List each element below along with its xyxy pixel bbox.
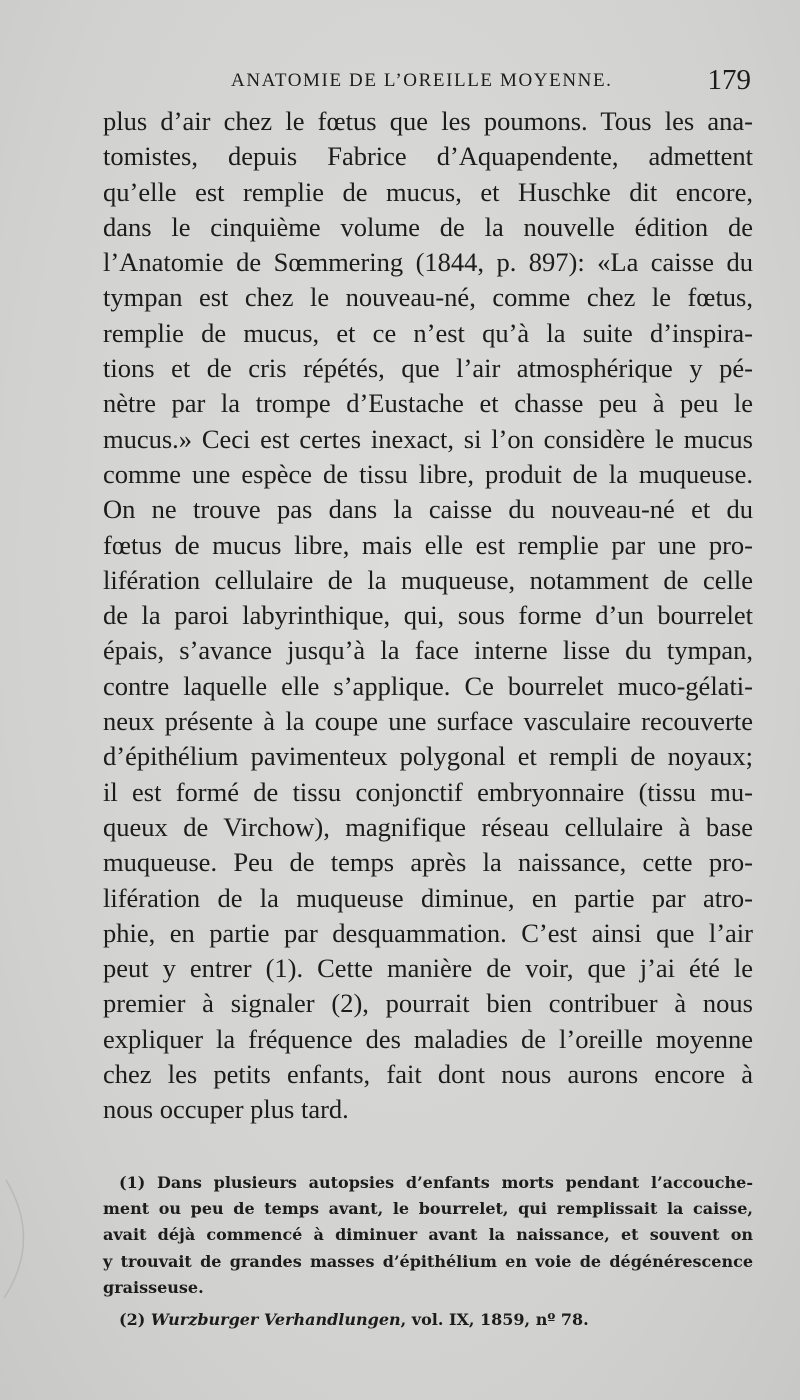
text-line: dans le cinquième volume de la nouvelle édition de	[103, 211, 753, 242]
text-line: nous occuper plus tard.	[103, 1094, 349, 1125]
text-line: lifération cellulaire de la muqueuse, notamment de celle	[103, 564, 753, 595]
text-line: contre laquelle elle s’applique. Ce bourrelet muco-gélati-	[103, 670, 753, 701]
page-edge-curve	[4, 1180, 24, 1298]
text-line: comme une espèce de tissu libre, produit de la muqueuse.	[103, 458, 753, 489]
text-line: tions et de cris répétés, que l’air atmosphérique y pé-	[103, 353, 753, 384]
footnote-line: avait déjà commencé à diminuer avant la naissance, et souvent on	[103, 1225, 753, 1245]
body-text	[103, 104, 753, 1128]
text-line: fœtus de mucus libre, mais elle est remplie par une pro-	[103, 529, 753, 560]
text-line: plus d’air chez le fœtus que les poumons. Tous les ana-	[103, 106, 753, 136]
text-line: On ne trouve pas dans la caisse du nouveau-né et du	[103, 494, 753, 525]
text-line: remplie de mucus, et ce n’est qu’à la suite d’inspira-	[103, 317, 753, 348]
text-line: tympan est chez le nouveau-né, comme chez le fœtus,	[103, 282, 753, 313]
footnote-1	[103, 1170, 753, 1301]
text-line: muqueuse. Peu de temps après la naissance, cette pro-	[103, 847, 753, 878]
footnote-line: (1) Dans plusieurs autopsies d’enfants morts pendant l’accouche-	[119, 1173, 753, 1192]
text-line: expliquer la fréquence des maladies de l’oreille moyenne	[103, 1023, 753, 1054]
footnote-2-journal: Wurzburger Verhandlungen	[150, 1310, 401, 1329]
text-line: d’épithélium pavimenteux polygonal et rempli de noyaux;	[103, 741, 753, 772]
text-line: phie, en partie par desquammation. C’est ainsi que l’air	[103, 917, 753, 948]
footnote-line: ment ou peu de temps avant, le bourrelet, qui remplissait la caisse,	[103, 1199, 753, 1219]
footnote-line: y trouvait de grandes masses d’épithélium en voie de dégénérescence	[103, 1251, 753, 1271]
page-edge-mark	[0, 1180, 40, 1300]
text-line: de la paroi labyrinthique, qui, sous forme d’un bourrelet	[103, 600, 753, 631]
footnote-line: graisseuse.	[103, 1277, 204, 1297]
footnote-2-number: (2)	[119, 1310, 151, 1329]
footnote-2-citation: , vol. IX, 1859, nº 78.	[400, 1310, 589, 1329]
text-line: mucus.» Ceci est certes inexact, si l’on considère le mucus	[103, 423, 753, 454]
text-line: lifération de la muqueuse diminue, en partie par atro-	[103, 882, 753, 913]
text-line: peut y entrer (1). Cette manière de voir, que j’ai été le	[103, 953, 753, 984]
text-line: queux de Virchow), magnifique réseau cellulaire à base	[103, 811, 753, 842]
text-line: nètre par la trompe d’Eustache et chasse peu à peu le	[103, 388, 753, 419]
text-line: qu’elle est remplie de mucus, et Huschke dit encore,	[103, 176, 753, 207]
text-line: épais, s’avance jusqu’à la face interne lisse du tympan,	[103, 635, 753, 666]
text-line: chez les petits enfants, fait dont nous aurons encore à	[103, 1059, 753, 1090]
running-title: ANATOMIE DE L’OREILLE MOYENNE.	[231, 70, 613, 91]
text-line: il est formé de tissu conjonctif embryonnaire (tissu mu-	[103, 776, 753, 807]
text-line: premier à signaler (2), pourrait bien contribuer à nous	[103, 988, 753, 1019]
text-line: l’Anatomie de Sœmmering (1844, p. 897): «La caisse du	[103, 247, 753, 278]
running-header	[103, 64, 753, 98]
page-number: 179	[707, 64, 751, 96]
text-line: tomistes, depuis Fabrice d’Aquapendente, admettent	[103, 141, 753, 172]
text-line: neux présente à la coupe une surface vasculaire recouverte	[103, 706, 753, 737]
footnote-2	[103, 1307, 769, 1333]
